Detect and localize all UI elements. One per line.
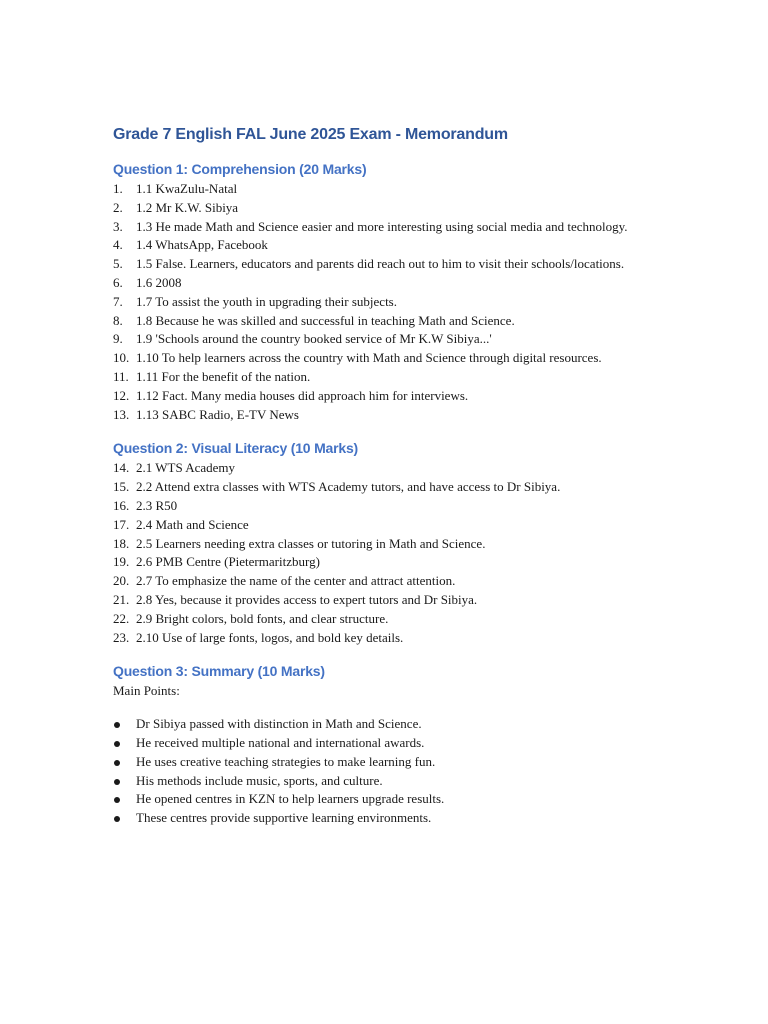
answer-list-item: [113, 293, 653, 312]
list-item-text: 2.4 Math and Science: [136, 516, 249, 532]
list-item-text: 2.9 Bright colors, bold fonts, and clear structure.: [136, 610, 389, 626]
list-item-number: 1.: [113, 181, 123, 196]
list-item-number: 20.: [113, 573, 130, 589]
answer-list-item: [113, 535, 653, 554]
list-item-text: 2.8 Yes, because it provides access to expert tutors and Dr Sibiya.: [136, 591, 478, 607]
document-title: Grade 7 English FAL June 2025 Exam - Memorandum: [113, 126, 508, 143]
answer-list-item: [113, 591, 653, 610]
answer-list-item: [113, 368, 653, 387]
list-item-text: 2.5 Learners needing extra classes or tutoring in Math and Science.: [136, 535, 486, 551]
list-item-text: 2.6 PMB Centre (Pietermaritzburg): [136, 554, 320, 570]
bullet-text: Dr Sibiya passed with distinction in Math and Science.: [136, 716, 422, 732]
bullet-text: His methods include music, sports, and culture.: [136, 772, 383, 788]
list-item-text: 1.13 SABC Radio, E-TV News: [136, 406, 299, 422]
answer-list-item: [113, 199, 653, 218]
list-item-number: 11.: [113, 368, 129, 384]
summary-bullet-item: [113, 753, 653, 772]
list-item-text: 2.1 WTS Academy: [136, 460, 236, 476]
bullet-text: He received multiple national and international awards.: [136, 734, 425, 750]
answer-list-item: [113, 459, 653, 478]
answer-list-item: [113, 255, 653, 274]
summary-bullet-item: [113, 790, 653, 809]
summary-bullet-list: [113, 715, 653, 828]
list-item-text: 1.8 Because he was skilled and successful in teaching Math and Science.: [136, 312, 515, 328]
list-item-number: 7.: [113, 293, 123, 309]
answer-list-item: [113, 180, 653, 199]
bullet-dot-icon: [114, 779, 120, 785]
list-item-text: 1.7 To assist the youth in upgrading their subjects.: [136, 293, 397, 309]
list-item-number: 2.: [113, 199, 123, 215]
list-item-number: 5.: [113, 256, 123, 272]
answer-list-item: [113, 218, 653, 237]
answer-list-item: [113, 349, 653, 368]
bullet-dot-icon: [114, 741, 120, 747]
bullet-text: He opened centres in KZN to help learners upgrade results.: [136, 791, 445, 807]
answer-list-item: [113, 610, 653, 629]
answer-list-item: [113, 274, 653, 293]
section-heading-question-1: Question 1: Comprehension (20 Marks): [113, 161, 367, 177]
list-item-text: 1.1 KwaZulu-Natal: [136, 181, 238, 196]
list-item-text: 2.10 Use of large fonts, logos, and bold key details.: [136, 629, 404, 645]
list-item-number: 21.: [113, 591, 130, 607]
list-item-number: 13.: [113, 406, 130, 422]
list-item-number: 17.: [113, 516, 130, 532]
list-item-text: 1.10 To help learners across the country with Math and Science through digital resources.: [136, 350, 602, 366]
list-item-number: 22.: [113, 610, 130, 626]
answer-list-item: [113, 516, 653, 535]
list-item-number: 6.: [113, 274, 123, 290]
main-points-label: Main Points:: [113, 683, 180, 699]
answer-list-item: [113, 330, 653, 349]
bullet-dot-icon: [114, 760, 120, 766]
list-item-text: 1.4 WhatsApp, Facebook: [136, 237, 268, 253]
bullet-text: These centres provide supportive learning environments.: [136, 810, 432, 826]
question-2-answer-list: [113, 459, 653, 647]
answer-list-item: [113, 629, 653, 648]
list-item-number: 4.: [113, 237, 123, 253]
list-item-number: 10.: [113, 350, 130, 366]
answer-list-item: [113, 478, 653, 497]
section-heading-question-2: Question 2: Visual Literacy (10 Marks): [113, 440, 359, 457]
list-item-text: 1.12 Fact. Many media houses did approach him for interviews.: [136, 387, 469, 403]
list-item-text: 1.9 'Schools around the country booked service of Mr K.W Sibiya...': [136, 331, 492, 347]
answer-list-item: [113, 553, 653, 572]
summary-bullet-item: [113, 809, 653, 828]
list-item-number: 12.: [113, 387, 130, 403]
list-item-number: 16.: [113, 497, 130, 513]
answer-list-item: [113, 312, 653, 331]
list-item-text: 1.2 Mr K.W. Sibiya: [136, 199, 239, 215]
answer-list-item: [113, 497, 653, 516]
list-item-text: 2.2 Attend extra classes with WTS Academy tutors, and have access to Dr Sibiya.: [136, 479, 561, 495]
bullet-dot-icon: [114, 722, 120, 728]
bullet-text: He uses creative teaching strategies to make learning fun.: [136, 753, 436, 769]
list-item-text: 1.5 False. Learners, educators and parents did reach out to him to visit their schools/locations.: [136, 256, 625, 272]
list-item-text: 2.7 To emphasize the name of the center and attract attention.: [136, 573, 456, 589]
bullet-dot-icon: [114, 797, 120, 803]
bullet-dot-icon: [114, 816, 120, 822]
answer-list-item: [113, 572, 653, 591]
answer-list-item: [113, 387, 653, 406]
list-item-number: 3.: [113, 218, 123, 234]
list-item-text: 1.11 For the benefit of the nation.: [136, 368, 311, 384]
document-content: [113, 125, 653, 828]
list-item-text: 1.3 He made Math and Science easier and more interesting using social media and technology.: [136, 218, 628, 234]
summary-bullet-item: [113, 772, 653, 791]
list-item-number: 8.: [113, 312, 123, 328]
list-item-text: 1.6 2008: [136, 274, 182, 290]
summary-bullet-item: [113, 715, 653, 734]
question-1-answer-list: [113, 180, 653, 424]
list-item-number: 18.: [113, 535, 130, 551]
list-item-number: 14.: [113, 460, 130, 476]
summary-bullet-item: [113, 734, 653, 753]
answer-list-item: [113, 406, 653, 425]
section-heading-question-3: Question 3: Summary (10 Marks): [113, 663, 325, 680]
list-item-number: 9.: [113, 331, 123, 347]
answer-list-item: [113, 236, 653, 255]
list-item-text: 2.3 R50: [136, 497, 178, 513]
list-item-number: 15.: [113, 479, 130, 495]
list-item-number: 23.: [113, 629, 130, 645]
list-item-number: 19.: [113, 554, 130, 570]
